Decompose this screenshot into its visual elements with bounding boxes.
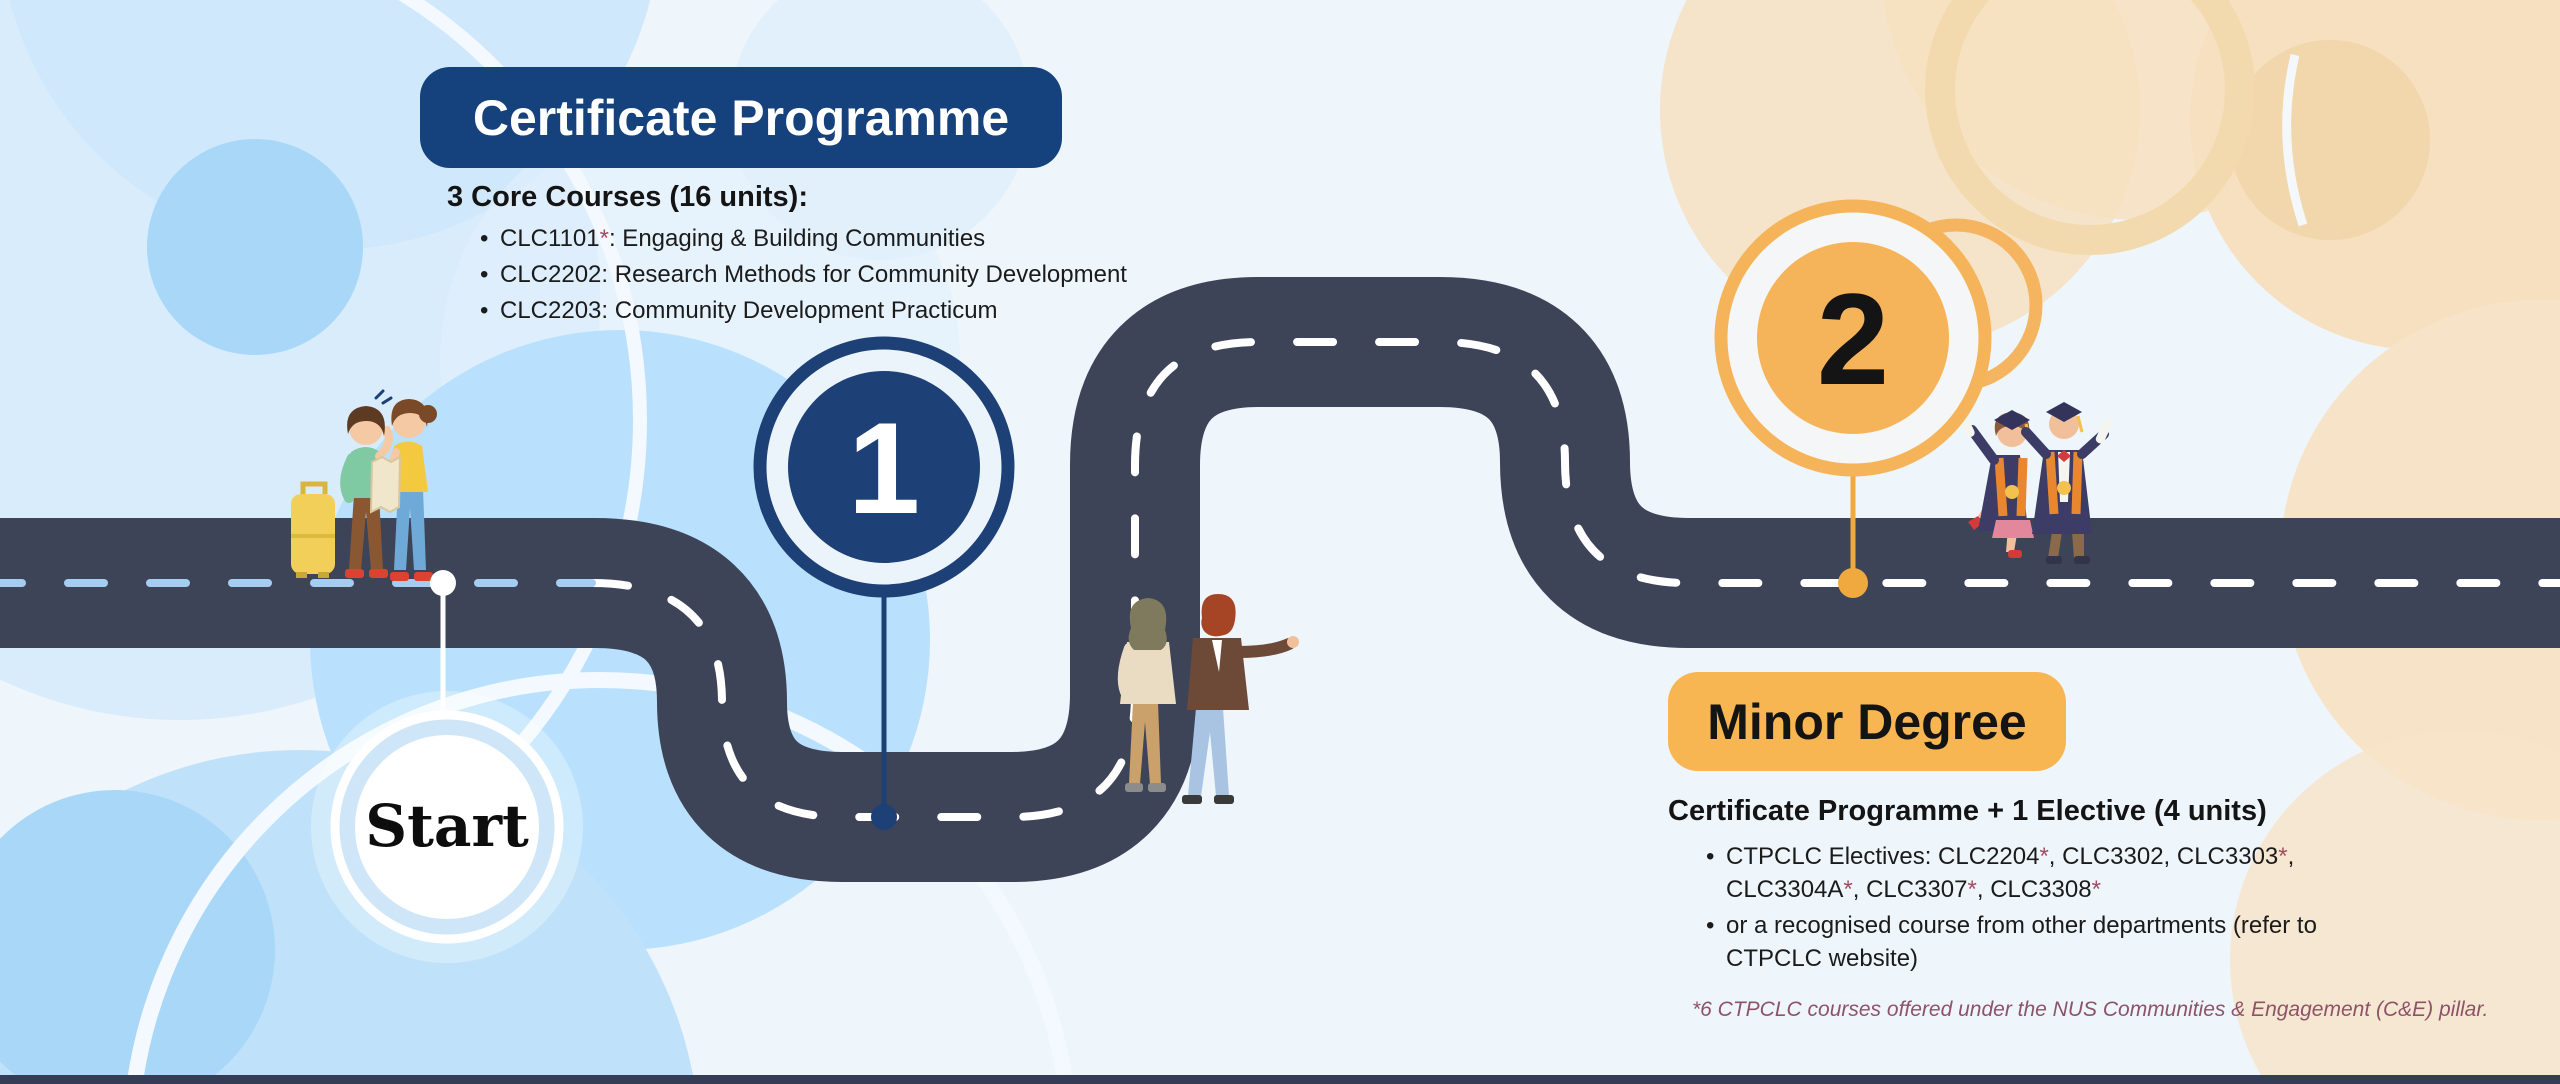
list-item: • CLC1101*: Engaging & Building Communities xyxy=(500,222,1127,255)
start-label: Start xyxy=(365,792,529,860)
footnote: *6 CTPCLC courses offered under the NUS Communities & Engagement (C&E) pillar. xyxy=(1692,998,2489,1021)
list-item: • CLC2202: Research Methods for Community Development xyxy=(500,258,1127,291)
core-courses-heading: 3 Core Courses (16 units): xyxy=(447,181,808,213)
list-item: • CLC2203: Community Development Practicum xyxy=(500,294,1127,327)
milestone-2-number: 2 xyxy=(1816,266,1890,412)
minor-degree-badge: Minor Degree xyxy=(1668,672,2066,771)
milestone-1-number: 1 xyxy=(847,395,921,541)
list-item: • or a recognised course from other departments (refer to CTPCLC website) xyxy=(1726,909,2317,975)
minor-heading: Certificate Programme + 1 Elective (4 units) xyxy=(1668,795,2267,827)
core-courses-list xyxy=(500,222,1127,330)
list-item: • CTPCLC Electives: CLC2204*, CLC3302, CLC3303*, CLC3304A*, CLC3307*, CLC3308* xyxy=(1726,840,2317,906)
certificate-programme-badge: Certificate Programme xyxy=(420,67,1062,168)
minor-electives-list xyxy=(1726,840,2317,978)
